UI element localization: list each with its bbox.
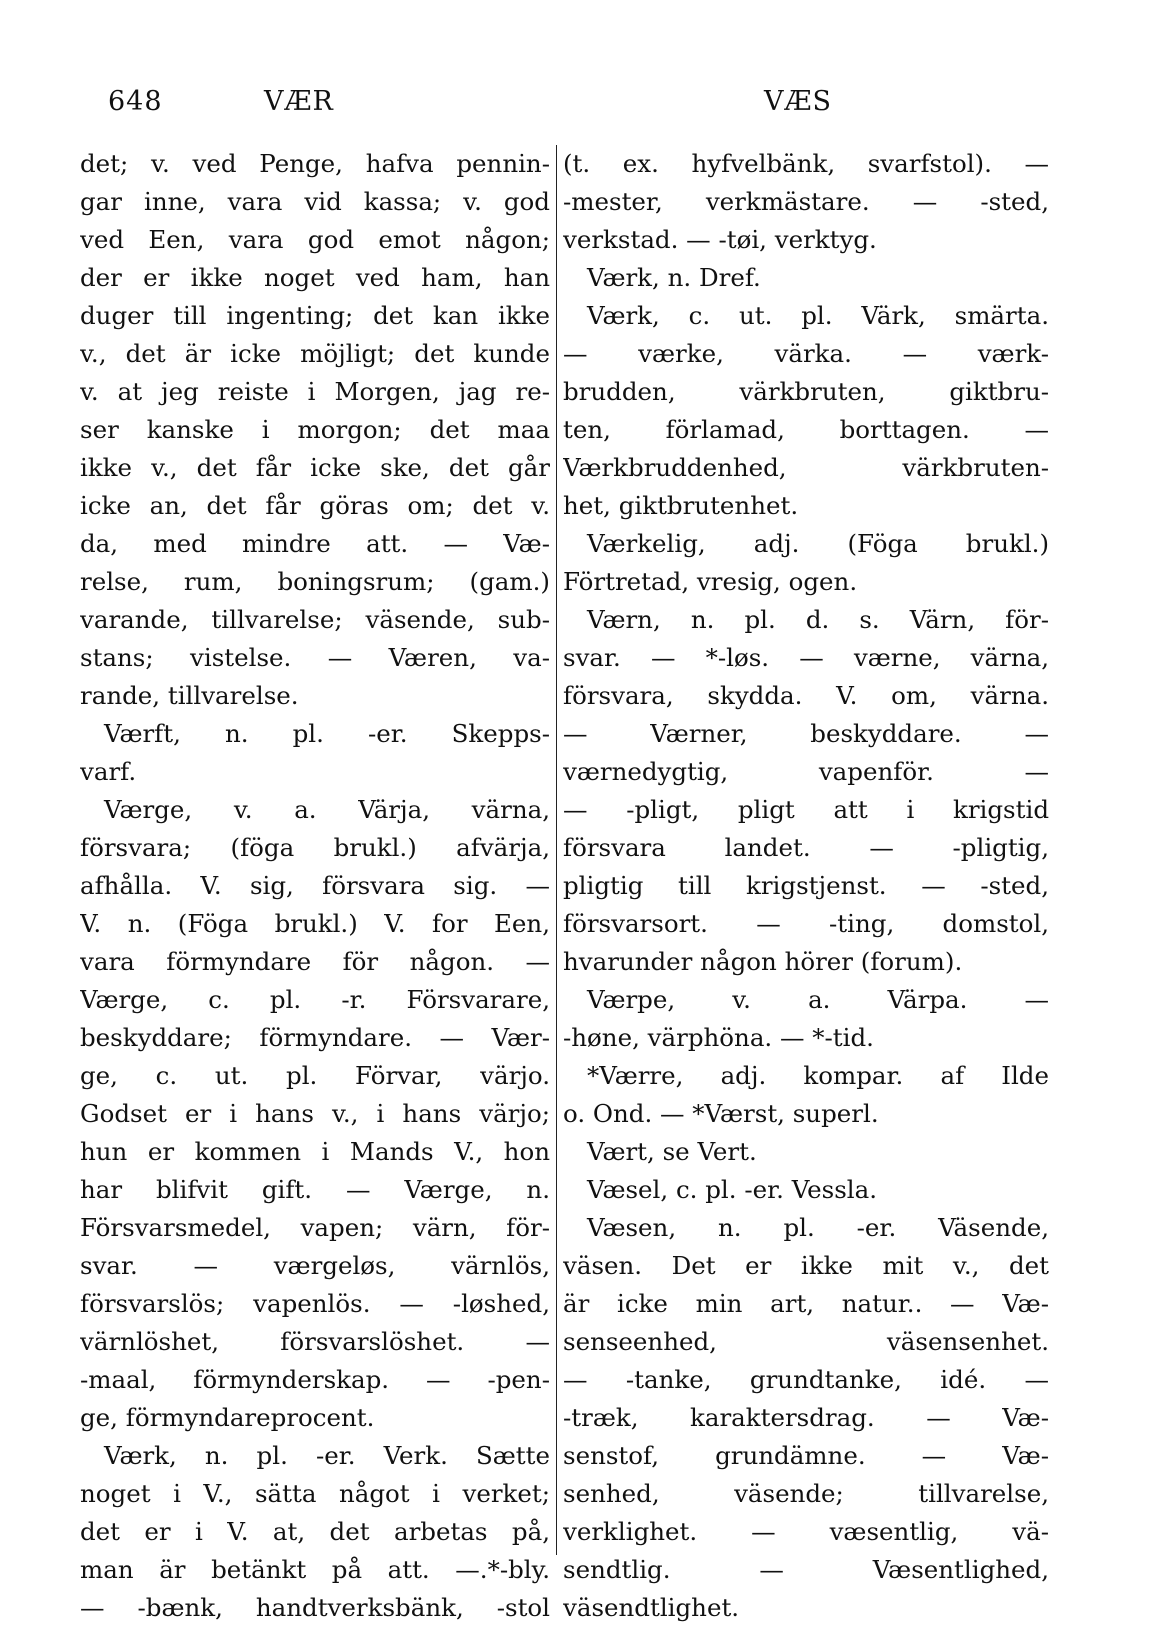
right-guide-word: VÆS xyxy=(764,86,833,117)
left-column xyxy=(80,145,550,1627)
dictionary-line: försvarslös; vapenlös. — -løshed, xyxy=(80,1289,550,1318)
dictionary-line: Försvarsmedel, vapen; värn, för- xyxy=(80,1213,550,1242)
dictionary-line: Förtretad, vresig, ogen. xyxy=(563,567,858,596)
dictionary-line: Værk, n. Dref. xyxy=(587,263,761,292)
dictionary-line: ge, förmyndareprocent. xyxy=(80,1403,375,1432)
dictionary-line: værnedygtig, vapenför. — xyxy=(563,757,1049,786)
dictionary-line: V. n. (Föga brukl.) V. for Een, xyxy=(80,909,550,938)
dictionary-line: -træk, karaktersdrag. — Væ- xyxy=(563,1403,1049,1432)
dictionary-line: v. at jeg reiste i Morgen, jag re- xyxy=(80,377,550,406)
dictionary-line: väsendtlighet. xyxy=(563,1593,740,1622)
dictionary-line: Værkbruddenhed, värkbruten- xyxy=(563,453,1049,482)
dictionary-line: relse, rum, boningsrum; (gam.) xyxy=(80,567,550,596)
dictionary-line: det er i V. at, det arbetas på, xyxy=(80,1517,550,1546)
dictionary-line: man är betänkt på att. —.*-bly. xyxy=(80,1555,550,1584)
dictionary-line: Væsen, n. pl. -er. Väsende, xyxy=(587,1213,1049,1242)
dictionary-line: varf. xyxy=(80,757,137,786)
dictionary-line: Væsel, c. pl. -er. Vessla. xyxy=(587,1175,878,1204)
page-number: 648 xyxy=(108,86,163,117)
dictionary-line: *Værre, adj. kompar. af Ilde xyxy=(587,1061,1049,1090)
dictionary-line: har blifvit gift. — Værge, n. xyxy=(80,1175,550,1204)
dictionary-line: -mester, verkmästare. — -sted, xyxy=(563,187,1049,216)
dictionary-line: icke an, det får göras om; det v. xyxy=(80,491,550,520)
dictionary-line: Værk, c. ut. pl. Värk, smärta. xyxy=(587,301,1049,330)
dictionary-line: Værkelig, adj. (Föga brukl.) xyxy=(587,529,1049,558)
dictionary-line: försvara; (föga brukl.) afvärja, xyxy=(80,833,550,862)
dictionary-line: da, med mindre att. — Væ- xyxy=(80,529,550,558)
dictionary-line: verkstad. — -tøi, verktyg. xyxy=(563,225,877,254)
page-header xyxy=(80,86,1080,126)
dictionary-line: duger till ingenting; det kan ikke xyxy=(80,301,550,330)
dictionary-line: Værpe, v. a. Värpa. — xyxy=(587,985,1049,1014)
dictionary-line: — -pligt, pligt att i krigstid xyxy=(563,795,1049,824)
dictionary-line: — -bænk, handtverksbänk, -stol xyxy=(80,1593,550,1622)
dictionary-line: är icke min art, natur.. — Væ- xyxy=(563,1289,1049,1318)
dictionary-line: -høne, värphöna. — *-tid. xyxy=(563,1023,874,1052)
dictionary-line: värnlöshet, försvarslöshet. — xyxy=(80,1327,550,1356)
dictionary-line: Værn, n. pl. d. s. Värn, för- xyxy=(587,605,1049,634)
dictionary-line: — -tanke, grundtanke, idé. — xyxy=(563,1365,1049,1394)
left-guide-word: VÆR xyxy=(264,86,334,117)
dictionary-line: varande, tillvarelse; väsende, sub- xyxy=(80,605,550,634)
dictionary-line: Vært, se Vert. xyxy=(587,1137,757,1166)
dictionary-line: Værge, v. a. Värja, värna, xyxy=(104,795,550,824)
dictionary-line: pligtig till krigstjenst. — -sted, xyxy=(563,871,1049,900)
dictionary-line: beskyddare; förmyndare. — Vær- xyxy=(80,1023,550,1052)
dictionary-line: afhålla. V. sig, försvara sig. — xyxy=(80,871,550,900)
dictionary-line: Værge, c. pl. -r. Försvarare, xyxy=(80,985,550,1014)
dictionary-line: ved Een, vara god emot någon; xyxy=(80,225,550,254)
dictionary-line: försvara, skydda. V. om, värna. xyxy=(563,681,1049,710)
dictionary-line: svar. — værgeløs, värnlös, xyxy=(80,1251,550,1280)
dictionary-line: v., det är icke möjligt; det kunde xyxy=(80,339,550,368)
dictionary-line: senseenhed, väsensenhet. xyxy=(563,1327,1049,1356)
dictionary-line: — værke, värka. — værk- xyxy=(563,339,1049,368)
dictionary-line: Godset er i hans v., i hans värjo; xyxy=(80,1099,550,1128)
dictionary-line: ikke v., det får icke ske, det går xyxy=(80,453,550,482)
dictionary-line: gar inne, vara vid kassa; v. god xyxy=(80,187,550,216)
dictionary-line: verklighet. — væsentlig, vä- xyxy=(563,1517,1049,1546)
dictionary-line: o. Ond. — *Værst, superl. xyxy=(563,1099,879,1128)
dictionary-line: ten, förlamad, borttagen. — xyxy=(563,415,1049,444)
dictionary-line: väsen. Det er ikke mit v., det xyxy=(563,1251,1049,1280)
dictionary-line: svar. — *-løs. — værne, värna, xyxy=(563,643,1049,672)
right-column xyxy=(563,145,1049,1627)
dictionary-line: sendtlig. — Væsentlighed, xyxy=(563,1555,1049,1584)
column-divider xyxy=(556,145,557,1555)
dictionary-line: försvara landet. — -pligtig, xyxy=(563,833,1049,862)
dictionary-line: noget i V., sätta något i verket; xyxy=(80,1479,550,1508)
dictionary-line: ser kanske i morgon; det maa xyxy=(80,415,550,444)
dictionary-line: försvarsort. — -ting, domstol, xyxy=(563,909,1049,938)
dictionary-line: Værft, n. pl. -er. Skepps- xyxy=(104,719,550,748)
dictionary-line: (t. ex. hyfvelbänk, svarfstol). — xyxy=(563,149,1049,178)
dictionary-line: der er ikke noget ved ham, han xyxy=(80,263,550,292)
dictionary-line: -maal, förmynderskap. — -pen- xyxy=(80,1365,550,1394)
dictionary-line: Værk, n. pl. -er. Verk. Sætte xyxy=(104,1441,550,1470)
dictionary-line: hvarunder någon hörer (forum). xyxy=(563,947,963,976)
dictionary-line: brudden, värkbruten, giktbru- xyxy=(563,377,1049,406)
dictionary-line: senhed, väsende; tillvarelse, xyxy=(563,1479,1049,1508)
dictionary-line: het, giktbrutenhet. xyxy=(563,491,799,520)
dictionary-line: stans; vistelse. — Væren, va- xyxy=(80,643,550,672)
dictionary-line: — Værner, beskyddare. — xyxy=(563,719,1049,748)
dictionary-line: rande, tillvarelse. xyxy=(80,681,299,710)
dictionary-line: det; v. ved Penge, hafva pennin- xyxy=(80,149,550,178)
dictionary-line: vara förmyndare för någon. — xyxy=(80,947,550,976)
dictionary-line: hun er kommen i Mands V., hon xyxy=(80,1137,550,1166)
dictionary-line: ge, c. ut. pl. Förvar, värjo. xyxy=(80,1061,550,1090)
dictionary-line: senstof, grundämne. — Væ- xyxy=(563,1441,1049,1470)
